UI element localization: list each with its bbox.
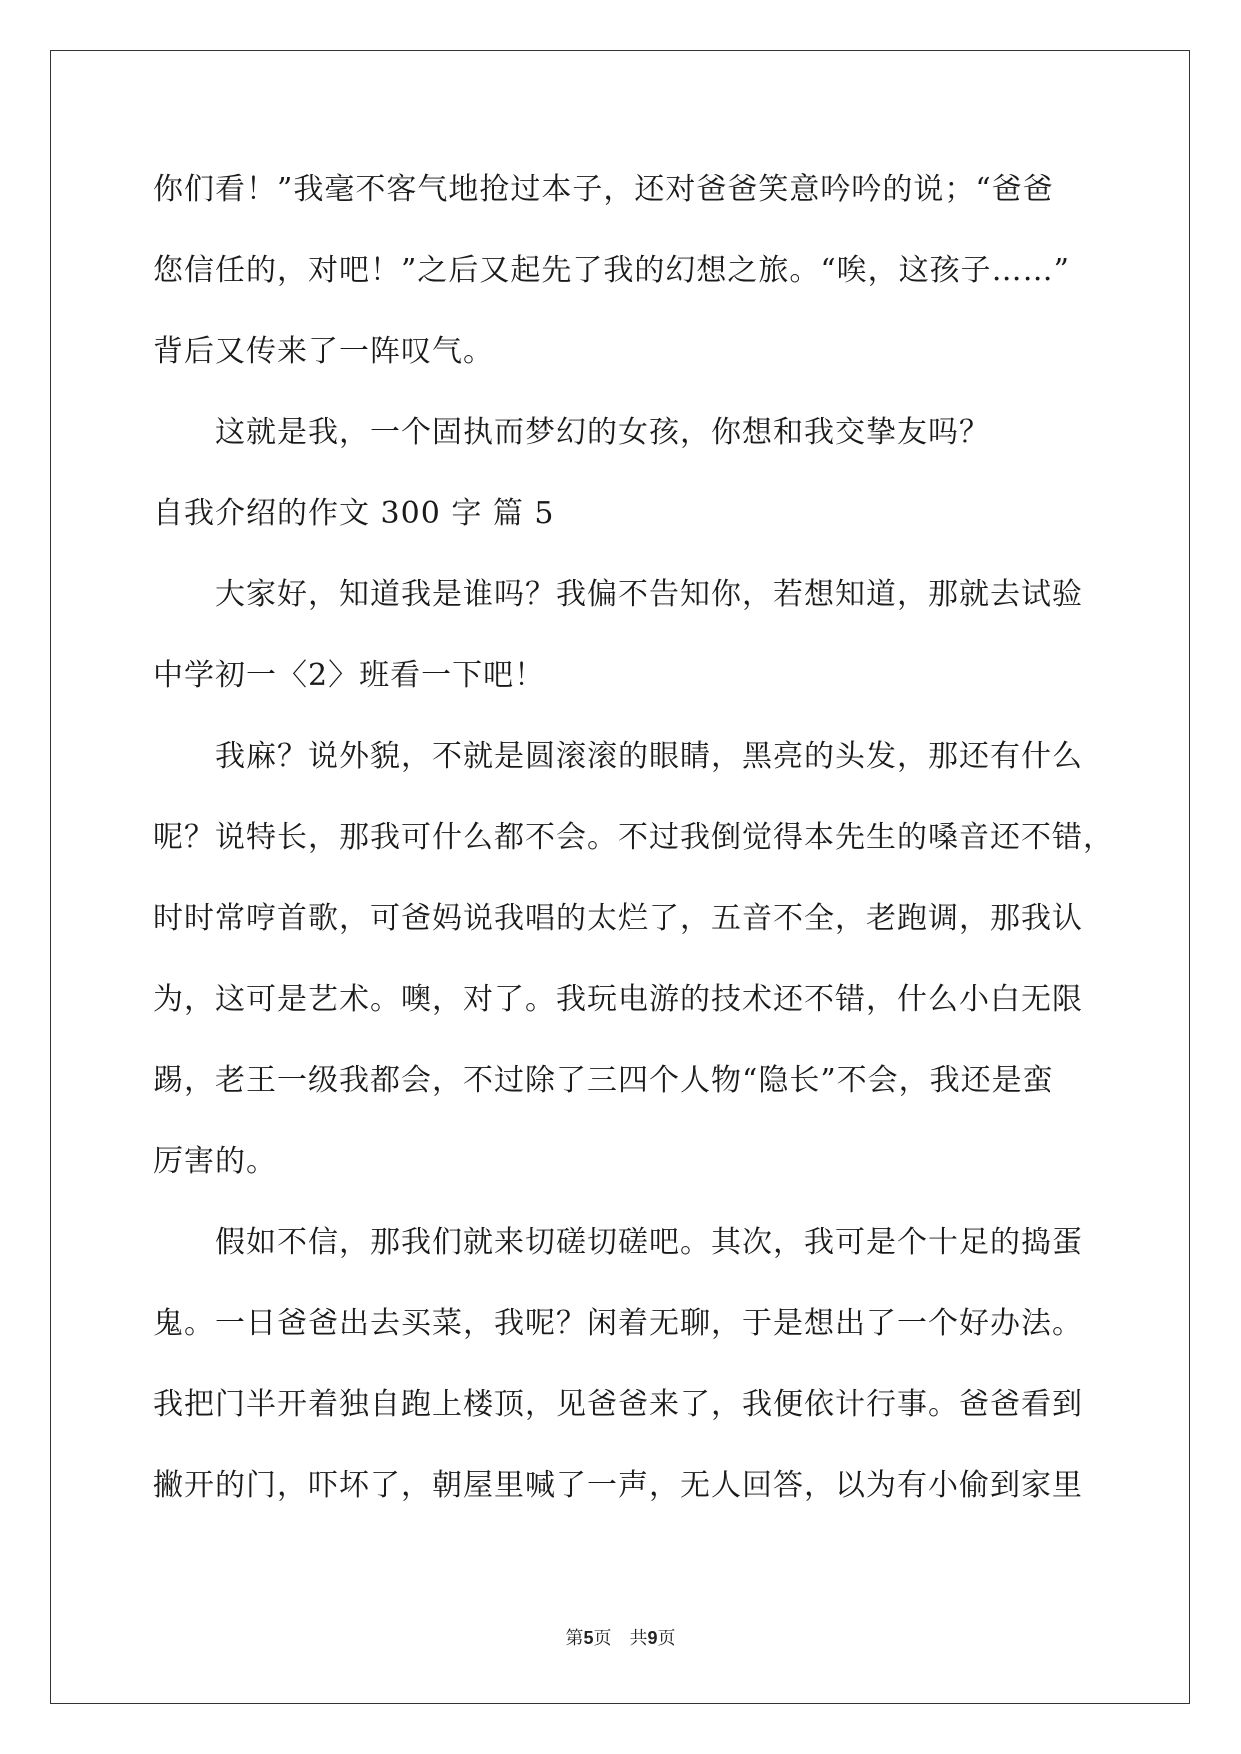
text-line: 撇开的门，吓坏了，朝屋里喊了一声，无人回答，以为有小偷到家里 (153, 1468, 1083, 1503)
page-prefix: 第 (565, 1628, 584, 1649)
current-page-number: 5 (583, 1628, 594, 1648)
total-unit: 页 (657, 1628, 676, 1649)
text-line: 厉害的。 (153, 1144, 277, 1179)
text-line: 呢？说特长，那我可什么都不会。不过我倒觉得本先生的嗓音还不错， (153, 820, 1114, 855)
text-line: 你们看！”我毫不客气地抢过本子，还对爸爸笑意吟吟的说；“爸爸 (153, 172, 1054, 207)
text-line: 为，这可是艺术。噢，对了。我玩电游的技术还不错，什么小白无限 (153, 982, 1083, 1017)
total-page-number: 9 (647, 1628, 658, 1648)
text-line: 时时常哼首歌，可爸妈说我唱的太烂了，五音不全，老跑调，那我认 (153, 901, 1083, 936)
text-line: 这就是我，一个固执而梦幻的女孩，你想和我交挚友吗？ (153, 415, 990, 450)
text-line: 中学初一〈2〉班看一下吧！ (153, 658, 546, 693)
total-prefix: 共 (629, 1628, 648, 1649)
section-heading: 自我介绍的作文 300 字 篇 5 (153, 496, 555, 531)
text-line: 鬼。一日爸爸出去买菜，我呢？闲着无聊，于是想出了一个好办法。 (153, 1306, 1083, 1341)
text-line: 我麻？说外貌，不就是圆滚滚的眼睛，黑亮的头发，那还有什么 (153, 739, 1083, 774)
page-number-footer (0, 1624, 1241, 1650)
page-unit: 页 (593, 1628, 612, 1649)
text-line: 踢，老王一级我都会，不过除了三四个人物“隐长”不会，我还是蛮 (153, 1063, 1054, 1098)
document-body (153, 163, 1114, 1540)
text-line: 背后又传来了一阵叹气。 (153, 334, 494, 369)
text-line: 假如不信，那我们就来切磋切磋吧。其次，我可是个十足的捣蛋 (153, 1225, 1083, 1260)
text-line: 我把门半开着独自跑上楼顶，见爸爸来了，我便依计行事。爸爸看到 (153, 1387, 1083, 1422)
text-line: 大家好，知道我是谁吗？我偏不告知你，若想知道，那就去试验 (153, 577, 1083, 612)
text-line: 您信任的，对吧！”之后又起先了我的幻想之旅。“唉，这孩子……” (153, 253, 1071, 288)
